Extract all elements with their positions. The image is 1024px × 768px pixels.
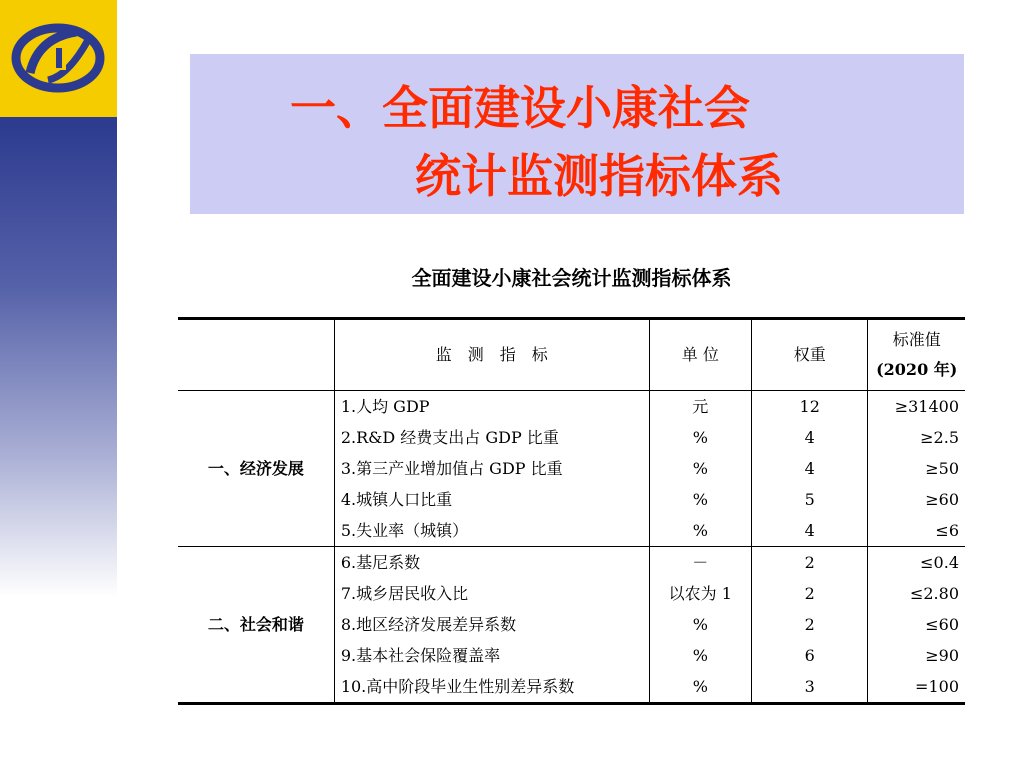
weight-cell: 3 xyxy=(752,671,868,704)
weight-cell: 4 xyxy=(752,453,868,484)
standard-cell: ≤6 xyxy=(868,515,965,547)
standard-cell: ≤60 xyxy=(868,609,965,640)
unit-cell: % xyxy=(649,484,751,515)
standard-cell: ≤2.80 xyxy=(868,578,965,609)
unit-cell: % xyxy=(649,515,751,547)
unit-cell: % xyxy=(649,640,751,671)
category-cell: 一、经济发展 xyxy=(178,391,334,547)
unit-cell: % xyxy=(649,453,751,484)
header-standard-line1: 标准值 xyxy=(892,330,941,349)
statistics-logo-icon xyxy=(8,18,108,98)
side-gradient-bar xyxy=(0,117,117,597)
standard-cell: ≥90 xyxy=(868,640,965,671)
header-category xyxy=(178,319,334,391)
table-row xyxy=(178,391,965,423)
indicator-cell: 3.第三产业增加值占 GDP 比重 xyxy=(334,453,649,484)
unit-cell: 以农为 1 xyxy=(649,578,751,609)
unit-cell: % xyxy=(649,671,751,704)
header-indicator: 监 测 指 标 xyxy=(334,319,649,391)
header-standard-line2: (2020 年) xyxy=(876,360,958,379)
indicator-cell: 7.城乡居民收入比 xyxy=(334,578,649,609)
weight-cell: 5 xyxy=(752,484,868,515)
indicator-cell: 2.R&D 经费支出占 GDP 比重 xyxy=(334,422,649,453)
standard-cell: ≥60 xyxy=(868,484,965,515)
indicator-cell: 10.高中阶段毕业生性别差异系数 xyxy=(334,671,649,704)
page-title-line1: 一、全面建设小康社会 xyxy=(290,81,750,135)
weight-cell: 6 xyxy=(752,640,868,671)
table-caption: 全面建设小康社会统计监测指标体系 xyxy=(411,266,732,290)
indicator-cell: 5.失业率（城镇） xyxy=(334,515,649,547)
weight-cell: 4 xyxy=(752,422,868,453)
page-title-line2: 统计监测指标体系 xyxy=(415,149,783,203)
weight-cell: 2 xyxy=(752,609,868,640)
header-weight: 权重 xyxy=(752,319,868,391)
table-row xyxy=(178,547,965,579)
indicator-cell: 1.人均 GDP xyxy=(334,391,649,423)
standard-cell: ≤0.4 xyxy=(868,547,965,579)
category-cell: 二、社会和谐 xyxy=(207,615,304,634)
title-panel xyxy=(190,54,964,214)
indicator-cell: 9.基本社会保险覆盖率 xyxy=(334,640,649,671)
indicator-cell: 6.基尼系数 xyxy=(334,547,649,579)
standard-cell: ≥2.5 xyxy=(868,422,965,453)
unit-cell: 元 xyxy=(649,391,751,423)
unit-cell: % xyxy=(649,422,751,453)
unit-cell: － xyxy=(649,547,751,579)
weight-cell: 2 xyxy=(752,578,868,609)
standard-cell: ≥50 xyxy=(868,453,965,484)
unit-cell: % xyxy=(649,609,751,640)
header-standard xyxy=(868,319,965,391)
logo-panel xyxy=(0,0,117,117)
header-unit: 单 位 xyxy=(649,319,751,391)
table-header-row xyxy=(178,319,965,391)
indicator-table xyxy=(178,317,965,705)
standard-cell: =100 xyxy=(868,671,965,704)
standard-cell: ≥31400 xyxy=(868,391,965,423)
indicator-cell: 4.城镇人口比重 xyxy=(334,484,649,515)
weight-cell: 12 xyxy=(752,391,868,423)
indicator-cell: 8.地区经济发展差异系数 xyxy=(334,609,649,640)
weight-cell: 4 xyxy=(752,515,868,547)
weight-cell: 2 xyxy=(752,547,868,579)
